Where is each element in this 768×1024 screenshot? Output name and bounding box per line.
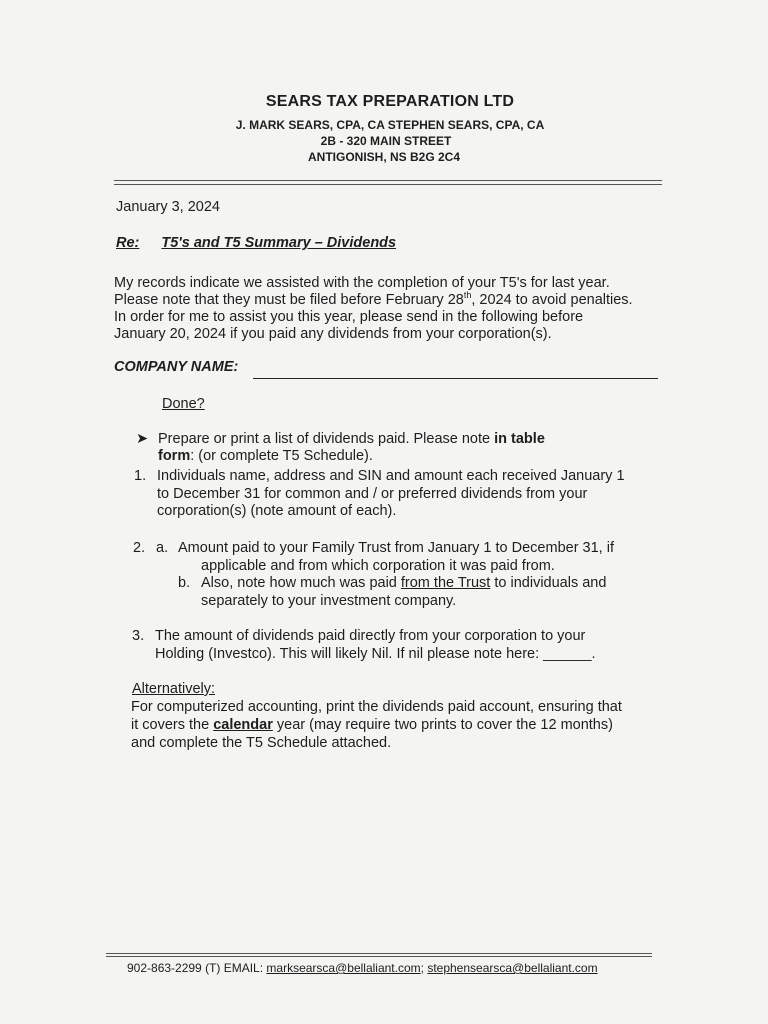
alternatively-line: and complete the T5 Schedule attached. — [131, 735, 392, 751]
item-2a: 2. a. Amount paid to your Family Trust from January 1 to December 31, if — [133, 540, 614, 556]
footer-contact: 902-863-2299 (T) EMAIL: marksearsca@bellaliant.com; stephensearsca@bellaliant.com — [127, 961, 598, 975]
instruction-bullet: ➤ Prepare or print a list of dividends paid. Please note in table — [136, 431, 545, 447]
item-3-line: Holding (Investco). This will likely Nil. If nil please note here: ______. — [155, 646, 596, 662]
footer-divider — [106, 953, 652, 954]
alternatively-line: For computerized accounting, print the dividends paid account, ensuring that — [131, 699, 622, 715]
street-address: 2B - 320 MAIN STREET — [320, 134, 452, 148]
subject-line — [116, 235, 396, 252]
instruction-bullet-cont: form: (or complete T5 Schedule). — [158, 448, 373, 464]
intro-paragraph — [114, 275, 633, 343]
letter-date: January 3, 2024 — [116, 199, 220, 215]
item-2b-line: separately to your investment company. — [201, 593, 457, 609]
company-name-label: COMPANY NAME: — [114, 359, 239, 375]
intro-line: January 20, 2024 if you paid any dividends from your corporation(s). — [114, 326, 552, 342]
company-name: SEARS TAX PREPARATION LTD — [265, 93, 515, 110]
item-2b: b. Also, note how much was paid from the Trust to individuals and — [178, 575, 607, 591]
company-name-blank — [253, 378, 658, 379]
header-divider-top — [114, 180, 662, 181]
done-heading: Done? — [162, 396, 205, 412]
intro-line: In order for me to assist you this year, please send in the following before — [114, 309, 584, 325]
email-link-stephen[interactable]: stephensearsca@bellaliant.com — [427, 961, 598, 975]
footer-divider — [106, 956, 652, 957]
intro-line: My records indicate we assisted with the completion of your T5's for last year. — [114, 275, 610, 291]
subject-text: T5's and T5 Summary – Dividends — [161, 235, 397, 251]
subject-prefix: Re: — [116, 235, 140, 251]
item-1-line: to December 31 for common and / or preferred dividends from your — [157, 486, 588, 502]
item-3: 3. The amount of dividends paid directly from your corporation to your — [132, 628, 586, 644]
footer-phone: 902-863-2299 (T) EMAIL: — [127, 961, 267, 975]
item-2a-line: applicable and from which corporation it was paid from. — [201, 558, 555, 574]
arrow-bullet-icon: ➤ — [136, 431, 149, 447]
item-1-line: corporation(s) (note amount of each). — [157, 503, 397, 519]
alternatively-line: it covers the calendar year (may require two prints to cover the 12 months) — [131, 717, 613, 733]
intro-line: Please note that they must be filed before February 28th, 2024 to avoid penalties. — [114, 290, 633, 308]
alternatively-heading: Alternatively: — [132, 681, 216, 697]
city-address: ANTIGONISH, NS B2G 2C4 — [307, 150, 461, 164]
partner-names: J. MARK SEARS, CPA, CA STEPHEN SEARS, CPA, CA — [235, 118, 545, 132]
item-1: 1. Individuals name, address and SIN and amount each received January 1 — [134, 468, 625, 484]
header-divider-bottom — [114, 184, 662, 185]
email-link-mark[interactable]: marksearsca@bellaliant.com — [266, 961, 421, 975]
